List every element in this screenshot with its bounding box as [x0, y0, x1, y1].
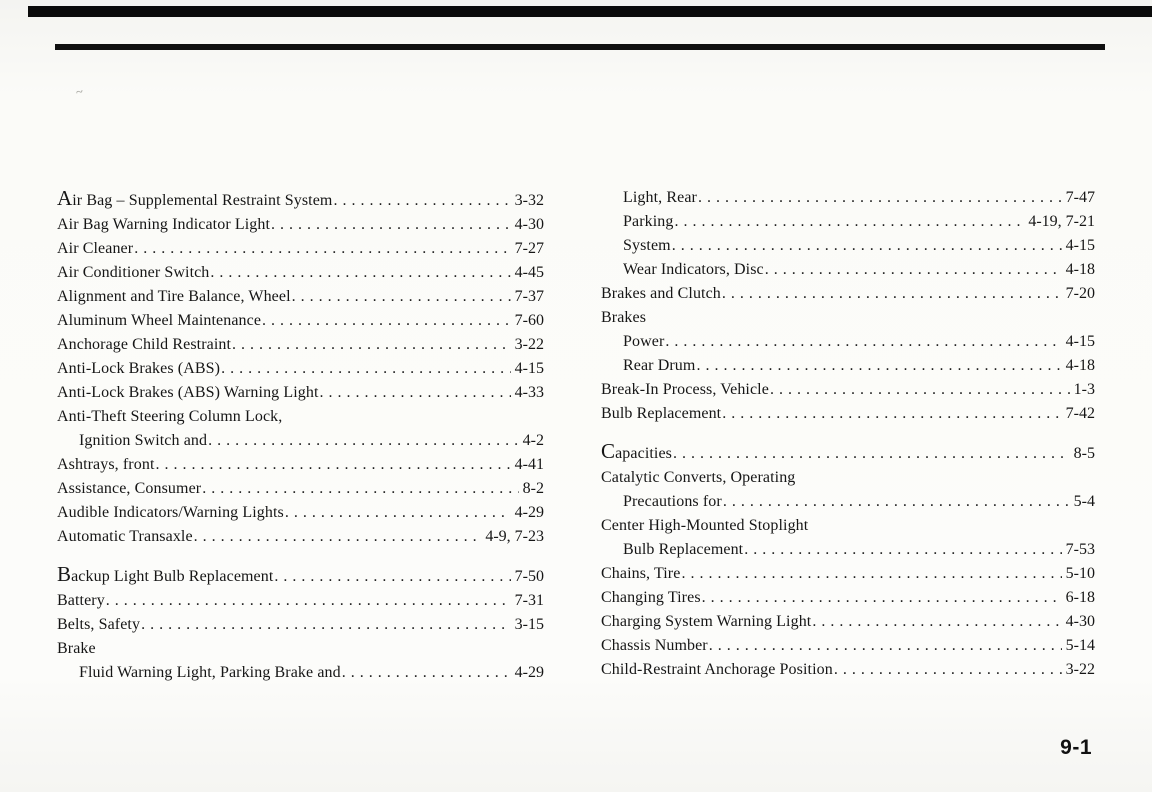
entry-page-ref: 7-20 — [1065, 285, 1095, 302]
index-entry — [601, 634, 1095, 658]
entry-label: Break-In Process, Vehicle — [601, 381, 769, 398]
entry-page-ref: 4-2 — [522, 432, 544, 449]
entry-page-ref: 3-15 — [514, 616, 544, 633]
dot-leader — [134, 237, 510, 261]
dot-leader — [674, 210, 1024, 234]
entry-label: Child-Restraint Anchorage Position — [601, 661, 833, 678]
entry-label: Air Cleaner — [57, 240, 134, 257]
scan-artifact-mark: ~ — [74, 83, 85, 100]
entry-page-ref: 4-41 — [514, 456, 544, 473]
entry-label: Audible Indicators/Warning Lights — [57, 504, 284, 521]
entry-page-ref: 7-50 — [514, 568, 544, 585]
entry-page-ref: 4-9, 7-23 — [485, 528, 544, 545]
dot-leader — [285, 501, 511, 525]
dot-leader — [681, 562, 1061, 586]
index-entry — [57, 525, 544, 549]
entry-label: Backup Light Bulb Replacement — [57, 562, 274, 586]
entry-label: Air Conditioner Switch — [57, 264, 210, 281]
entry-page-ref: 3-22 — [1065, 661, 1095, 678]
entry-label: Capacities — [601, 439, 672, 463]
dot-leader — [698, 186, 1062, 210]
dot-leader — [274, 565, 510, 589]
index-entry — [57, 285, 544, 309]
entry-page-ref: 4-15 — [514, 360, 544, 377]
entry-page-ref: 4-29 — [514, 504, 544, 521]
entry-label: Bulb Replacement — [623, 541, 744, 558]
entry-label: Fluid Warning Light, Parking Brake and — [79, 664, 341, 681]
index-entry — [57, 562, 544, 589]
entry-page-ref: 8-2 — [522, 480, 544, 497]
entry-label: Precautions for — [623, 493, 722, 510]
index-entry — [57, 381, 544, 405]
entry-label: Battery — [57, 592, 105, 609]
index-entry — [57, 213, 544, 237]
entry-page-ref: 7-42 — [1065, 405, 1095, 422]
dot-leader — [292, 285, 511, 309]
entry-label: Brake — [57, 640, 96, 657]
entry-label: Assistance, Consumer — [57, 480, 202, 497]
entry-label: Automatic Transaxle — [57, 528, 193, 545]
entry-label: Belts, Safety — [57, 616, 141, 633]
index-entry — [601, 538, 1095, 562]
index-entry — [601, 439, 1095, 466]
dot-leader — [765, 258, 1062, 282]
entry-page-ref: 6-18 — [1065, 589, 1095, 606]
dot-leader — [221, 357, 511, 381]
entry-label: Charging System Warning Light — [601, 613, 812, 630]
index-entry — [57, 477, 544, 501]
entry-page-ref: 4-29 — [514, 664, 544, 681]
entry-page-ref: 4-30 — [514, 216, 544, 233]
entry-capital-letter: A — [57, 186, 73, 210]
dot-leader — [208, 429, 519, 453]
entry-label: Air Bag Warning Indicator Light — [57, 216, 271, 233]
entry-page-ref: 7-31 — [514, 592, 544, 609]
dot-leader — [696, 354, 1061, 378]
entry-label: Bulb Replacement — [601, 405, 722, 422]
entry-label: Chains, Tire — [601, 565, 681, 582]
index-entry — [57, 453, 544, 477]
entry-label: Power — [623, 333, 665, 350]
entry-page-ref: 4-15 — [1065, 237, 1095, 254]
index-entry — [601, 186, 1095, 210]
entry-label: Parking — [623, 213, 674, 230]
entry-label: Anti-Theft Steering Column Lock, — [57, 408, 283, 425]
entry-page-ref: 7-60 — [514, 312, 544, 329]
index-entry — [601, 378, 1095, 402]
dot-leader — [702, 586, 1062, 610]
index-entry — [601, 562, 1095, 586]
entry-label: Air Bag – Supplemental Restraint System — [57, 186, 333, 210]
index-entry — [601, 490, 1095, 514]
dot-leader — [722, 402, 1061, 426]
index-entry — [601, 282, 1095, 306]
index-entry — [601, 234, 1095, 258]
entry-label: Rear Drum — [623, 357, 696, 374]
entry-label: Light, Rear — [623, 189, 697, 206]
index-entry — [57, 613, 544, 637]
index-entry — [57, 637, 544, 661]
index-entry — [601, 514, 1095, 538]
entry-label: Center High-Mounted Stoplight — [601, 517, 809, 534]
index-entry — [57, 333, 544, 357]
index-entry — [601, 306, 1095, 330]
entry-page-ref: 5-4 — [1073, 493, 1095, 510]
top-black-bar — [28, 6, 1152, 17]
dot-leader — [271, 213, 511, 237]
index-entry — [601, 258, 1095, 282]
entry-page-ref: 4-45 — [514, 264, 544, 281]
index-entry — [601, 610, 1095, 634]
index-entry — [57, 501, 544, 525]
entry-label: Ignition Switch and — [79, 432, 208, 449]
index-entry — [601, 658, 1095, 682]
dot-leader — [194, 525, 482, 549]
entry-page-ref: 4-19, 7-21 — [1028, 213, 1095, 230]
header-rule — [55, 44, 1105, 50]
entry-page-ref: 7-53 — [1065, 541, 1095, 558]
entry-label: Anchorage Child Restraint — [57, 336, 232, 353]
dot-leader — [770, 378, 1070, 402]
entry-page-ref: 7-47 — [1065, 189, 1095, 206]
dot-leader — [232, 333, 511, 357]
dot-leader — [202, 477, 518, 501]
index-entry — [601, 586, 1095, 610]
entry-label: Wear Indicators, Disc — [623, 261, 764, 278]
dot-leader — [141, 613, 511, 637]
index-entry — [57, 186, 544, 213]
dot-leader — [665, 330, 1061, 354]
index-column-left — [57, 186, 544, 685]
entry-label: Changing Tires — [601, 589, 701, 606]
index-entry — [601, 402, 1095, 426]
entry-page-ref: 7-37 — [514, 288, 544, 305]
index-entry — [57, 661, 544, 685]
index-entry — [57, 309, 544, 333]
entry-page-ref: 4-33 — [514, 384, 544, 401]
dot-leader — [673, 442, 1070, 466]
entry-label: Brakes and Clutch — [601, 285, 721, 302]
dot-leader — [722, 282, 1062, 306]
entry-page-ref: 5-14 — [1065, 637, 1095, 654]
dot-leader — [834, 658, 1062, 682]
entry-label: Anti-Lock Brakes (ABS) — [57, 360, 221, 377]
entry-label: Catalytic Converts, Operating — [601, 469, 796, 486]
entry-label: Brakes — [601, 309, 647, 326]
entry-page-ref: 4-18 — [1065, 261, 1095, 278]
dot-leader — [155, 453, 510, 477]
index-entry — [57, 589, 544, 613]
entry-page-ref: 4-18 — [1065, 357, 1095, 374]
entry-page-ref: 3-32 — [514, 192, 544, 209]
entry-label: System — [623, 237, 671, 254]
entry-page-ref: 4-15 — [1065, 333, 1095, 350]
entry-page-ref: 5-10 — [1065, 565, 1095, 582]
entry-page-ref: 3-22 — [514, 336, 544, 353]
entry-label: Chassis Number — [601, 637, 708, 654]
index-entry — [57, 405, 544, 429]
dot-leader — [744, 538, 1061, 562]
dot-leader — [210, 261, 510, 285]
index-entry — [601, 466, 1095, 490]
dot-leader — [106, 589, 511, 613]
index-entry — [601, 210, 1095, 234]
entry-page-ref: 4-30 — [1065, 613, 1095, 630]
dot-leader — [723, 490, 1070, 514]
entry-capital-letter: B — [57, 562, 72, 586]
index-entry — [601, 330, 1095, 354]
entry-label: Aluminum Wheel Maintenance — [57, 312, 262, 329]
entry-page-ref: 1-3 — [1073, 381, 1095, 398]
entry-label: Alignment and Tire Balance, Wheel — [57, 288, 291, 305]
entry-page-ref: 8-5 — [1073, 445, 1095, 462]
page-number: 9-1 — [1060, 736, 1092, 759]
entry-label: Anti-Lock Brakes (ABS) Warning Light — [57, 384, 319, 401]
entry-capital-letter: C — [601, 439, 616, 463]
dot-leader — [812, 610, 1061, 634]
dot-leader — [262, 309, 511, 333]
dot-leader — [320, 381, 511, 405]
dot-leader — [709, 634, 1062, 658]
entry-page-ref: 7-27 — [514, 240, 544, 257]
index-entry — [57, 429, 544, 453]
index-entry — [601, 354, 1095, 378]
index-entry — [57, 261, 544, 285]
index-entry — [57, 237, 544, 261]
index-column-right — [601, 186, 1095, 682]
index-entry — [57, 357, 544, 381]
dot-leader — [342, 661, 511, 685]
dot-leader — [333, 189, 510, 213]
dot-leader — [672, 234, 1062, 258]
entry-label: Ashtrays, front — [57, 456, 155, 473]
